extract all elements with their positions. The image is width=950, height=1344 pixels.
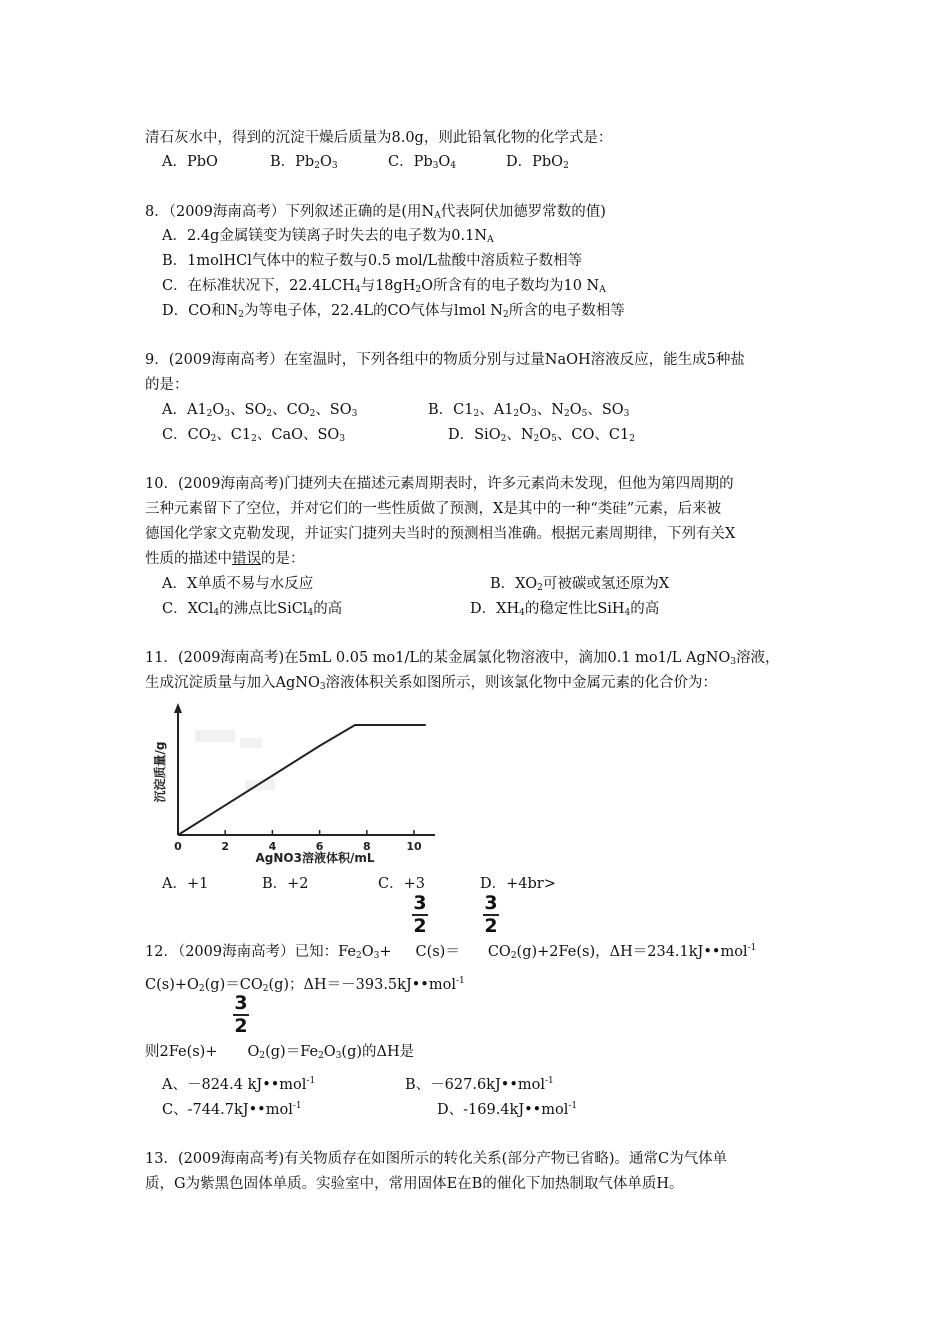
q8-option-a[interactable]: A．2.4g金属镁变为镁离子时失去的电子数为$0.1N_A$	[162, 228, 494, 245]
q12-stem-line3: 则$2Fe(s)+ O_2(g)=Fe_2O_3(g)$的ΔH是	[145, 1044, 415, 1061]
x-tick-label-10: 10	[406, 840, 422, 853]
q9-option-a[interactable]: A．$A1_2O_3$、$SO_2$、$CO_2$、$SO_3$	[162, 402, 358, 419]
q10-stem-line4: 性质的描述中错误的是：	[145, 551, 305, 567]
y-axis-arrow	[174, 703, 182, 713]
x-tick-label-0: 0	[174, 840, 182, 853]
q11-chart	[145, 700, 445, 870]
q8-option-b[interactable]: B．1molHCl气体中的粒子数与0.5 mol/L盐酸中溶质粒子数相等	[162, 253, 583, 269]
q9-option-c[interactable]: C．$CO_2$、$C1_2$、CaO、$SO_3$	[162, 427, 346, 444]
q10-emphasis-wrong: 错误	[232, 551, 261, 567]
q12-option-b[interactable]: B、－627.6kJ••mol$^{-1}$	[405, 1076, 554, 1093]
y-axis-label: 沉淀质量/g	[153, 741, 167, 803]
q7-option-b[interactable]: B．$Pb_2O_3$	[270, 154, 338, 171]
q10-option-b[interactable]: B．$XO_2$可被碳或氢还原为X	[490, 576, 670, 593]
q10-option-d[interactable]: D．$XH_4$的稳定性比SiH$_4$的高	[470, 601, 660, 618]
q8-option-c[interactable]: C．在标准状况下，$22.4LCH_4$与$18gH_2O$所含有的电子数均为10 $N_A$	[162, 278, 606, 295]
q12-option-d[interactable]: D、-169.4kJ••mol$^{-1}$	[437, 1101, 578, 1118]
q12-stem-line2: $C(s)+O_2(g)=CO_2(g)$；ΔH＝－393.5kJ••mol$^{-1}$	[145, 976, 465, 994]
q7-option-d[interactable]: D．PbO$_2$	[506, 154, 569, 171]
q7-option-a[interactable]: A．PbO	[162, 154, 218, 170]
x-tick-label-2: 2	[221, 840, 230, 853]
q8-option-d[interactable]: D．CO和$N_2$为等电子体，22.4L的CO气体与lmol $N_2$所含的电子数相等	[162, 303, 625, 320]
x-axis-label: AgNO3溶液体积/mL	[255, 851, 375, 865]
q8-stem: 8．（2009海南高考）下列叙述正确的是(用$N_A$代表阿伏加德罗常数的值)	[145, 204, 606, 221]
q11-stem-line1: 11．(2009海南高考)在5mL 0.05 mo1/L的某金属氯化物溶液中，滴加0.1 mo1/L AgNO$_3$溶液，	[145, 650, 780, 667]
x-tick-label-4: 4	[268, 840, 277, 853]
q12-option-a[interactable]: A、－824.4 kJ••mol$^{-1}$	[162, 1076, 316, 1093]
q11-stem-line2: 生成沉淀质量与加入AgNO$_3$溶液体积关系如图所示，则该氯化物中金属元素的化合价为：	[145, 675, 718, 692]
q11-option-d[interactable]: D．+4br>	[480, 876, 556, 892]
q11-option-c[interactable]: C．+3	[378, 876, 425, 892]
q10-stem-line1: 10．(2009海南高考)门捷列夫在描述元素周期表时，许多元素尚未发现，但他为第四周期的	[145, 476, 734, 492]
fraction-three-halves-3: 3 2	[234, 992, 248, 1037]
q7-option-c[interactable]: C．$Pb_3O_4$	[388, 154, 456, 171]
q9-stem-line2: 的是：	[145, 377, 189, 393]
fraction-three-halves-2: 3 2	[484, 892, 498, 937]
q10-option-c[interactable]: C．XCl$_4$的沸点比SiCl$_4$的高	[162, 601, 343, 618]
q13-stem-line2: 质，G为紫黑色固体单质。实验室中，常用固体E在B的催化下加热制取气体单质H。	[145, 1176, 684, 1192]
q11-option-b[interactable]: B．+2	[262, 876, 309, 892]
q10-stem-line2: 三种元素留下了空位，并对它们的一些性质做了预测，X是其中的一种“类硅”元素，后来被	[145, 501, 722, 517]
q10-stem-line3: 德国化学家文克勒发现，并证实门捷列夫当时的预测相当准确。根据元素周期律，下列有关X	[145, 526, 736, 542]
q12-option-c[interactable]: C、-744.7kJ••mol$^{-1}$	[162, 1101, 302, 1118]
q13-stem-line1: 13．(2009海南高考)有关物质存在如图所示的转化关系(部分产物已省略)。通常C为气体单	[145, 1151, 728, 1167]
x-tick-label-8: 8	[362, 840, 371, 853]
q12-stem-line1: 12．（2009海南高考）已知：$Fe_2O_3+ C(s)= CO_2(g)+2Fe(s)$，ΔH＝234.1kJ••mol$^{-1}$	[145, 943, 757, 961]
q10-option-a[interactable]: A．X单质不易与水反应	[162, 576, 314, 592]
fraction-three-halves-1: 3 2	[413, 892, 427, 937]
q9-option-b[interactable]: B．$C1_2$、$A1_2O_3$、$N_2O_5$、$SO_3$	[428, 402, 630, 419]
q9-stem-line1: 9．(2009海南高考）在室温时，下列各组中的物质分别与过量NaOH溶液反应，能生成5种盐	[145, 352, 745, 368]
x-tick-label-6: 6	[315, 840, 324, 853]
q11-option-a[interactable]: A．+1	[162, 876, 209, 892]
q7-stem-tail: 清石灰水中，得到的沉淀干燥后质量为8.0g，则此铅氧化物的化学式是：	[145, 130, 613, 146]
q9-option-d[interactable]: D．SiO$_2$、$N_2O_5$、CO、$C1_2$	[448, 427, 635, 444]
